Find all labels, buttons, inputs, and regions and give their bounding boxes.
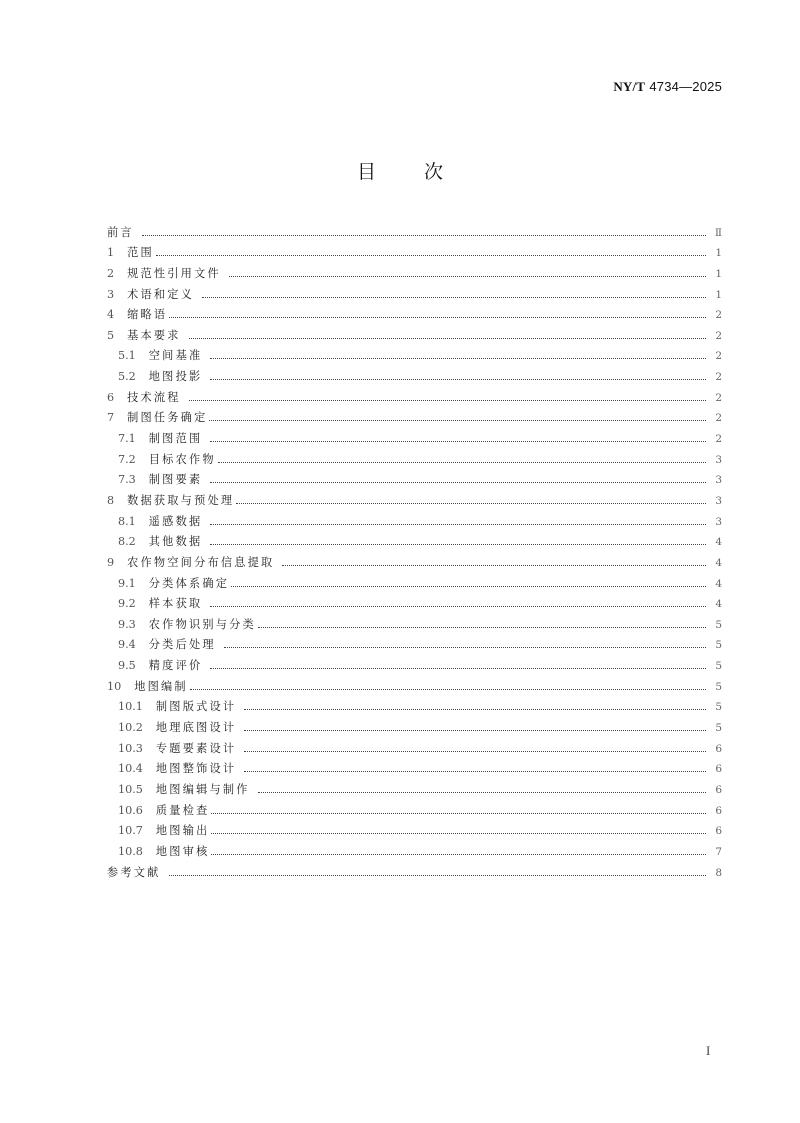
toc-entry-number: 10 [107, 679, 122, 693]
dot-leader [189, 393, 706, 403]
toc-entry-number: 5 [107, 328, 115, 342]
toc-entry-number: 1 [107, 246, 115, 260]
toc-entry-label: 范围 [127, 246, 154, 260]
toc-entry-number: 7.1 [118, 432, 136, 446]
toc-entry-number: 9.3 [118, 617, 136, 631]
dot-leader [189, 331, 706, 341]
toc-entry-label: 制图版式设计 [155, 700, 237, 714]
dot-leader [210, 434, 706, 444]
toc-entry-page: 5 [715, 722, 722, 735]
standard-number: 4734—2025 [649, 79, 722, 94]
toc-entry-label: 分类后处理 [148, 638, 216, 652]
toc-entry-label: 农作物空间分布信息提取 [127, 555, 275, 569]
toc-entry-number: 9.1 [118, 576, 136, 590]
toc-entry[interactable] [107, 570, 722, 591]
toc-entry-page: 2 [715, 371, 722, 384]
toc-entry[interactable] [107, 302, 722, 323]
toc-entry[interactable] [107, 652, 722, 673]
dot-leader [142, 228, 706, 238]
dot-leader [244, 723, 706, 733]
toc-entry[interactable] [107, 838, 722, 859]
dot-leader [202, 290, 706, 300]
toc-entry-number: 7.3 [118, 473, 136, 487]
toc-entry-label: 地图投影 [148, 370, 203, 384]
toc-entry-number: 9.2 [118, 597, 136, 611]
toc-entry-label: 规范性引用文件 [127, 266, 221, 280]
toc-entry-label: 前言 [107, 225, 134, 239]
dot-leader [229, 269, 706, 279]
toc-entry-page: 5 [715, 680, 722, 693]
dot-leader [211, 806, 706, 816]
toc-entry-number: 9.5 [118, 659, 136, 673]
dot-leader [209, 413, 706, 423]
toc-entry-label: 制图范围 [148, 432, 203, 446]
toc-entry-number: 2 [107, 266, 115, 280]
toc-entry[interactable] [107, 508, 722, 529]
toc-entry[interactable] [107, 694, 722, 715]
toc-entry-label: 其他数据 [148, 535, 203, 549]
dot-leader [210, 351, 706, 361]
toc-entry-number: 8.2 [118, 535, 136, 549]
dot-leader [236, 496, 706, 506]
toc-entry-page: 5 [715, 660, 722, 673]
dot-leader [210, 372, 706, 382]
toc-entry-number: 9 [107, 555, 115, 569]
toc-entry-label: 精度评价 [148, 659, 203, 673]
toc-entry-label: 地图整饰设计 [155, 762, 237, 776]
toc-entry-label: 遥感数据 [148, 514, 203, 528]
toc-entry-page: 3 [715, 453, 722, 466]
toc-entry-number: 10.5 [118, 782, 143, 796]
toc-entry[interactable] [107, 322, 722, 343]
dot-leader [244, 702, 706, 712]
dot-leader [156, 248, 706, 258]
toc-entry[interactable] [107, 343, 722, 364]
toc-entry[interactable] [107, 632, 722, 653]
page-title: 目次 [356, 161, 491, 183]
toc-entry-number: 10.8 [118, 844, 143, 858]
toc-entry-label: 地图审核 [155, 844, 210, 858]
toc-entry-number: 7.2 [118, 452, 136, 466]
toc-entry-page: 1 [715, 288, 722, 301]
dot-leader [211, 847, 706, 857]
toc-entry[interactable] [107, 673, 722, 694]
toc-entry[interactable] [107, 591, 722, 612]
toc-entry-page: 3 [715, 494, 722, 507]
toc-entry-label: 术语和定义 [127, 287, 195, 301]
dot-leader [169, 868, 706, 878]
dot-leader [224, 640, 706, 650]
toc-entry-page: 6 [715, 783, 722, 796]
toc-entry-label: 地图编制 [134, 679, 188, 693]
dot-leader [169, 310, 706, 320]
toc-entry-page: Ⅱ [714, 226, 722, 239]
toc-entry-page: 2 [715, 350, 722, 363]
toc-entry-number: 4 [107, 308, 115, 322]
toc-entry-number: 10.4 [118, 762, 143, 776]
toc-entry[interactable] [107, 260, 722, 281]
toc-entry[interactable] [107, 487, 722, 508]
dot-leader [282, 558, 706, 568]
toc-entry-page: 3 [715, 474, 722, 487]
toc-entry-label: 农作物识别与分类 [148, 617, 256, 631]
toc-entry[interactable] [107, 446, 722, 467]
toc-entry-number: 5.1 [118, 349, 136, 363]
toc-entry-label: 地图输出 [155, 824, 210, 838]
toc-entry-number: 7 [107, 411, 115, 425]
toc-entry[interactable] [107, 818, 722, 839]
toc-entry-number: 10.6 [118, 803, 143, 817]
toc-entry-label: 缩略语 [127, 308, 168, 322]
toc-entry-label: 专题要素设计 [155, 741, 237, 755]
toc-entry-page: 4 [715, 536, 722, 549]
dot-leader [210, 475, 706, 485]
toc-entry-page: 2 [715, 412, 722, 425]
toc-entry-label: 地图编辑与制作 [155, 782, 250, 796]
toc-entry-label: 空间基准 [148, 349, 203, 363]
dot-leader [244, 744, 706, 754]
toc-entry-number: 10.3 [118, 741, 143, 755]
toc-entry-number: 10.1 [118, 700, 143, 714]
toc-entry-page: 6 [715, 804, 722, 817]
standard-code [613, 79, 722, 95]
toc-entry[interactable] [107, 549, 722, 570]
toc-entry[interactable] [107, 529, 722, 550]
toc-entry-page: 8 [715, 866, 722, 879]
toc-entry[interactable] [107, 405, 722, 426]
toc-entry-label: 制图要素 [148, 473, 203, 487]
toc-entry-number: 5.2 [118, 370, 136, 384]
toc-entry[interactable] [107, 735, 722, 756]
dot-leader [190, 682, 706, 692]
toc-entry[interactable] [107, 611, 722, 632]
dot-leader [231, 579, 706, 589]
toc-entry-label: 制图任务确定 [127, 411, 208, 425]
toc-entry-page: 6 [715, 825, 722, 838]
toc-entry-page: 6 [715, 742, 722, 755]
dot-leader [210, 661, 706, 671]
toc-entry[interactable] [107, 714, 722, 735]
toc-entry-page: 2 [715, 391, 722, 404]
toc-entry[interactable] [107, 467, 722, 488]
toc-entry-label: 参考文献 [107, 865, 161, 879]
dot-leader [211, 826, 706, 836]
toc-entry-page: 1 [715, 247, 722, 260]
toc-entry[interactable] [107, 776, 722, 797]
toc-entry-number: 9.4 [118, 638, 136, 652]
dot-leader [210, 517, 706, 527]
toc-entry-page: 2 [715, 309, 722, 322]
toc-entry[interactable] [107, 797, 722, 818]
toc-entry-page: 7 [715, 845, 722, 858]
dot-leader [258, 620, 706, 630]
toc-entry-page: 4 [715, 556, 722, 569]
toc-entry-number: 10.2 [118, 721, 143, 735]
toc-entry-page: 5 [715, 701, 722, 714]
toc-entry[interactable] [107, 756, 722, 777]
dot-leader [210, 537, 706, 547]
page-number: I [706, 1043, 711, 1058]
dot-leader [218, 455, 706, 465]
toc-entry-page: 6 [715, 763, 722, 776]
toc-entry-page: 1 [715, 267, 722, 280]
toc-entry-label: 目标农作物 [148, 452, 216, 466]
toc-entry-page: 2 [715, 329, 722, 342]
toc-entry-number: 8.1 [118, 514, 136, 528]
toc-entry-label: 样本获取 [148, 597, 203, 611]
toc-entry-number: 6 [107, 390, 115, 404]
toc-entry-page: 5 [715, 618, 722, 631]
toc-entry-page: 4 [715, 577, 722, 590]
toc-entry[interactable] [107, 859, 722, 880]
toc-entry-page: 3 [715, 515, 722, 528]
dot-leader [244, 764, 706, 774]
toc-entry-label: 基本要求 [127, 328, 181, 342]
standard-prefix: NY/T [613, 79, 646, 94]
toc-entry-label: 分类体系确定 [148, 576, 230, 590]
dot-leader [210, 599, 706, 609]
toc-entry-label: 技术流程 [127, 390, 181, 404]
toc-entry[interactable] [107, 219, 722, 240]
toc-entry[interactable] [107, 363, 722, 384]
toc-entry-number: 10.7 [118, 824, 143, 838]
toc-entry-number: 8 [107, 493, 115, 507]
toc-entry-label: 地理底图设计 [155, 721, 237, 735]
toc-entry[interactable] [107, 240, 722, 261]
toc-entry-label: 质量检查 [155, 803, 210, 817]
toc-entry[interactable] [107, 281, 722, 302]
toc-entry-number: 3 [107, 287, 115, 301]
toc-entry[interactable] [107, 425, 722, 446]
toc-entry-page: 2 [715, 433, 722, 446]
table-of-contents [107, 219, 722, 880]
toc-entry-page: 5 [715, 639, 722, 652]
toc-entry[interactable] [107, 384, 722, 405]
toc-entry-page: 4 [715, 598, 722, 611]
toc-entry-label: 数据获取与预处理 [127, 493, 235, 507]
dot-leader [258, 785, 706, 795]
